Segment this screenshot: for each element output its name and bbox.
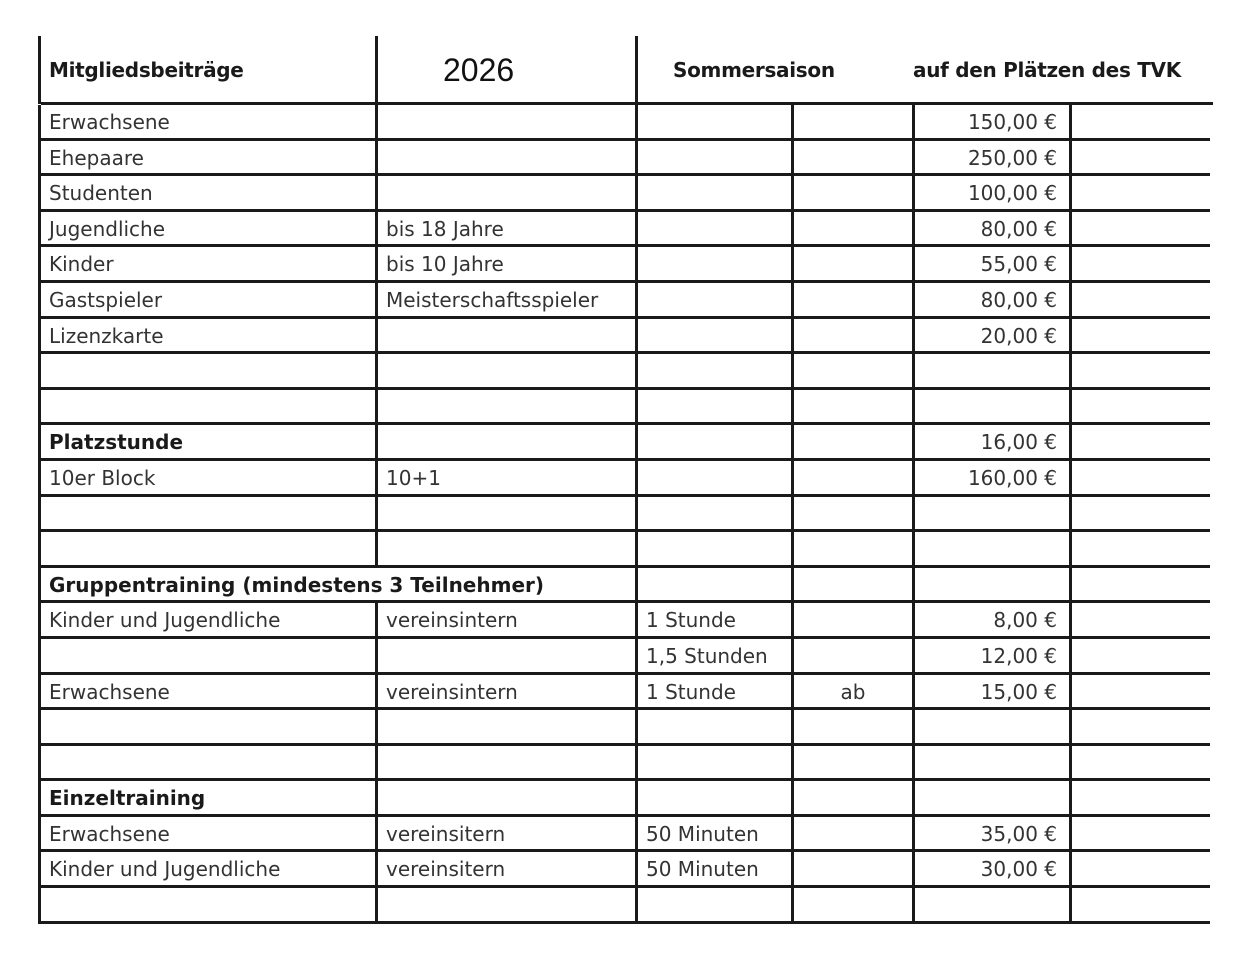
note-cell: vereinsitern [375, 817, 635, 850]
note-cell [375, 141, 635, 174]
header-divider [375, 36, 378, 104]
item-cell: Gastspieler [38, 283, 375, 316]
extra-cell [1069, 425, 1210, 458]
extra-cell [1069, 781, 1210, 814]
note-cell [375, 888, 635, 921]
price-cell: 16,00 € [912, 425, 1069, 458]
price-cell: 100,00 € [912, 176, 1069, 209]
qualifier-cell [791, 176, 912, 209]
qualifier-cell [791, 603, 912, 636]
qualifier-cell [791, 852, 912, 885]
extra-cell [1069, 852, 1210, 885]
price-cell [912, 568, 1069, 601]
item-cell: Platzstunde [38, 425, 375, 458]
table-row [38, 319, 1210, 355]
extra-cell [1069, 532, 1210, 565]
item-cell: 10er Block [38, 461, 375, 494]
extra-cell [1069, 176, 1210, 209]
duration-cell: 50 Minuten [635, 817, 791, 850]
table-row [38, 461, 1210, 497]
note-cell [375, 781, 635, 814]
duration-cell [635, 781, 791, 814]
price-cell: 20,00 € [912, 319, 1069, 352]
season-label: Sommersaison [673, 58, 835, 82]
sheet-header [38, 36, 1213, 104]
qualifier-cell [791, 639, 912, 672]
price-cell: 80,00 € [912, 212, 1069, 245]
extra-cell [1069, 639, 1210, 672]
qualifier-cell [791, 710, 912, 743]
price-cell [912, 532, 1069, 565]
duration-cell [635, 497, 791, 530]
qualifier-cell [791, 354, 912, 387]
note-cell [375, 176, 635, 209]
note-cell [375, 105, 635, 138]
extra-cell [1069, 247, 1210, 280]
qualifier-cell [791, 212, 912, 245]
table-row [38, 425, 1210, 461]
duration-cell [635, 247, 791, 280]
item-cell: Kinder und Jugendliche [38, 852, 375, 885]
extra-cell [1069, 212, 1210, 245]
note-cell: vereinsintern [375, 603, 635, 636]
price-cell: 35,00 € [912, 817, 1069, 850]
qualifier-cell [791, 141, 912, 174]
table-row [38, 176, 1210, 212]
item-cell [38, 354, 375, 387]
table-row [38, 675, 1210, 711]
item-cell: Erwachsene [38, 817, 375, 850]
item-cell [38, 497, 375, 530]
note-cell [375, 532, 635, 565]
note-cell: Meisterschaftsspieler [375, 283, 635, 316]
duration-cell [635, 141, 791, 174]
qualifier-cell [791, 390, 912, 423]
location-label: auf den Plätzen des TVK [913, 58, 1181, 82]
duration-cell [635, 212, 791, 245]
item-cell [38, 888, 375, 921]
extra-cell [1069, 354, 1210, 387]
note-cell: vereinsintern [375, 675, 635, 708]
qualifier-cell [791, 461, 912, 494]
price-cell: 250,00 € [912, 141, 1069, 174]
price-cell: 30,00 € [912, 852, 1069, 885]
item-cell: Jugendliche [38, 212, 375, 245]
year-label: 2026 [443, 52, 515, 88]
duration-cell [635, 532, 791, 565]
extra-cell [1069, 497, 1210, 530]
table-row [38, 852, 1210, 888]
table-row [38, 141, 1210, 177]
table-row [38, 354, 1210, 390]
price-cell: 150,00 € [912, 105, 1069, 138]
table-row [38, 105, 1210, 141]
header-divider [635, 36, 638, 104]
table-row [38, 888, 1210, 924]
price-cell: 15,00 € [912, 675, 1069, 708]
duration-cell: 1,5 Stunden [635, 639, 791, 672]
price-cell: 12,00 € [912, 639, 1069, 672]
qualifier-cell [791, 319, 912, 352]
duration-cell [635, 283, 791, 316]
extra-cell [1069, 319, 1210, 352]
qualifier-cell [791, 568, 912, 601]
item-cell: Lizenzkarte [38, 319, 375, 352]
price-cell: 8,00 € [912, 603, 1069, 636]
note-cell [375, 639, 635, 672]
qualifier-cell [791, 888, 912, 921]
extra-cell [1069, 675, 1210, 708]
price-cell [912, 746, 1069, 779]
item-cell: Erwachsene [38, 105, 375, 138]
price-cell: 55,00 € [912, 247, 1069, 280]
item-cell [38, 390, 375, 423]
sheet-title: Mitgliedsbeiträge [49, 58, 244, 82]
table-row [38, 212, 1210, 248]
qualifier-cell [791, 817, 912, 850]
extra-cell [1069, 105, 1210, 138]
table-row [38, 283, 1210, 319]
price-cell [912, 710, 1069, 743]
price-cell [912, 781, 1069, 814]
note-cell [375, 746, 635, 779]
qualifier-cell [791, 497, 912, 530]
qualifier-cell: ab [791, 675, 912, 708]
extra-cell [1069, 888, 1210, 921]
qualifier-cell [791, 532, 912, 565]
note-cell [375, 497, 635, 530]
qualifier-cell [791, 105, 912, 138]
table-row [38, 568, 1210, 604]
duration-cell [635, 176, 791, 209]
item-cell [38, 639, 375, 672]
duration-cell [635, 319, 791, 352]
note-cell [375, 319, 635, 352]
item-cell: Ehepaare [38, 141, 375, 174]
table-row [38, 603, 1210, 639]
item-cell [38, 746, 375, 779]
qualifier-cell [791, 781, 912, 814]
price-cell: 80,00 € [912, 283, 1069, 316]
extra-cell [1069, 710, 1210, 743]
duration-cell [635, 461, 791, 494]
extra-cell [1069, 568, 1210, 601]
item-cell: Gruppentraining (mindestens 3 Teilnehmer) [38, 568, 635, 601]
item-cell: Kinder [38, 247, 375, 280]
duration-cell [635, 710, 791, 743]
qualifier-cell [791, 746, 912, 779]
price-cell [912, 497, 1069, 530]
table-row [38, 247, 1210, 283]
duration-cell [635, 354, 791, 387]
extra-cell [1069, 817, 1210, 850]
price-cell [912, 390, 1069, 423]
table-row [38, 532, 1210, 568]
item-cell [38, 532, 375, 565]
extra-cell [1069, 141, 1210, 174]
price-cell: 160,00 € [912, 461, 1069, 494]
duration-cell [635, 746, 791, 779]
duration-cell [635, 568, 791, 601]
qualifier-cell [791, 283, 912, 316]
extra-cell [1069, 746, 1210, 779]
note-cell [375, 354, 635, 387]
item-cell: Erwachsene [38, 675, 375, 708]
fee-table [38, 105, 1210, 924]
table-row [38, 497, 1210, 533]
item-cell [38, 710, 375, 743]
duration-cell: 50 Minuten [635, 852, 791, 885]
qualifier-cell [791, 425, 912, 458]
table-row [38, 710, 1210, 746]
table-row [38, 781, 1210, 817]
extra-cell [1069, 603, 1210, 636]
extra-cell [1069, 283, 1210, 316]
duration-cell: 1 Stunde [635, 603, 791, 636]
note-cell: bis 10 Jahre [375, 247, 635, 280]
note-cell: vereinsitern [375, 852, 635, 885]
note-cell [375, 425, 635, 458]
price-cell [912, 888, 1069, 921]
extra-cell [1069, 461, 1210, 494]
note-cell: 10+1 [375, 461, 635, 494]
price-cell [912, 354, 1069, 387]
duration-cell [635, 425, 791, 458]
duration-cell: 1 Stunde [635, 675, 791, 708]
table-row [38, 390, 1210, 426]
table-row [38, 746, 1210, 782]
duration-cell [635, 105, 791, 138]
duration-cell [635, 888, 791, 921]
note-cell: bis 18 Jahre [375, 212, 635, 245]
extra-cell [1069, 390, 1210, 423]
duration-cell [635, 390, 791, 423]
table-row [38, 639, 1210, 675]
note-cell [375, 710, 635, 743]
qualifier-cell [791, 247, 912, 280]
item-cell: Einzeltraining [38, 781, 375, 814]
note-cell [375, 390, 635, 423]
item-cell: Kinder und Jugendliche [38, 603, 375, 636]
table-row [38, 817, 1210, 853]
item-cell: Studenten [38, 176, 375, 209]
